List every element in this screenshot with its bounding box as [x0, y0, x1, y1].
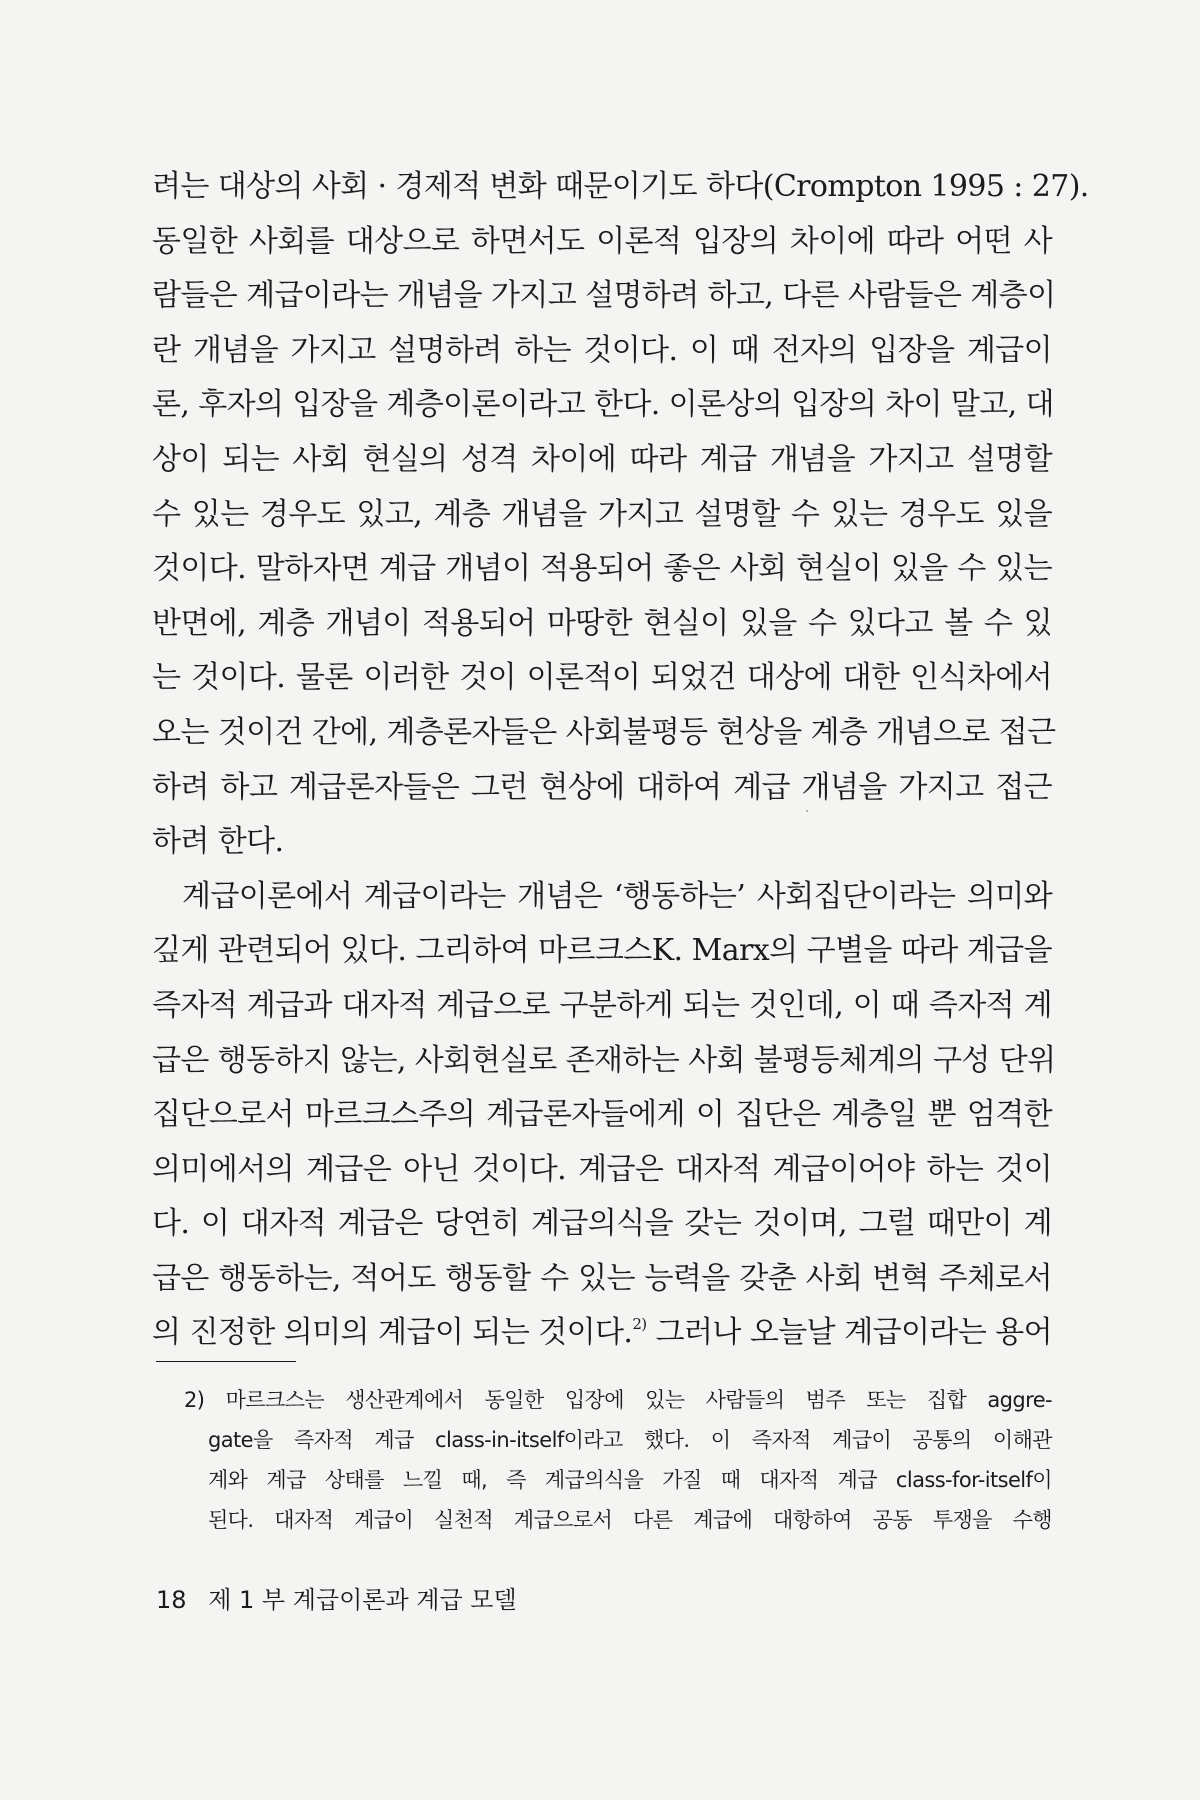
text-line: 는 것이다. 물론 이러한 것이 이론적이 되었건 대상에 대한 인식차에서 [152, 660, 1052, 696]
text-line: 하려 하고 계급론자들은 그런 현상에 대하여 계급 개념을 가지고 접근 [152, 769, 1052, 805]
footnote [184, 1380, 1052, 1540]
page-number: 18 [156, 1586, 187, 1614]
text-segment: 그러나 오늘날 계급이라는 용어 [646, 1315, 1052, 1351]
text-line: 려는 대상의 사회 · 경제적 변화 때문이기도 하다(Crompton 1995 : 27). [152, 169, 1089, 204]
paragraph-end-line: 하려 한다. [152, 824, 284, 860]
text-line: 수 있는 경우도 있고, 계층 개념을 가지고 설명할 수 있는 경우도 있을 [152, 496, 1052, 532]
text-line: 것이다. 말하자면 계급 개념이 적용되어 좋은 사회 현실이 있을 수 있는 [152, 551, 1052, 587]
footnote-line: 된다. 대자적 계급이 실천적 계급으로서 다른 계급에 대항하여 공동 투쟁을 수행 [208, 1508, 1052, 1532]
footnote-divider [156, 1361, 296, 1362]
body-text [152, 160, 1089, 1361]
footnote-reference: 2) [632, 1315, 647, 1334]
text-line: 의미에서의 계급은 아닌 것이다. 계급은 대자적 계급이어야 하는 것이 [152, 1151, 1052, 1187]
text-line: 오는 것이건 간에, 계층론자들은 사회불평등 현상을 계층 개념으로 접근 [152, 714, 1056, 750]
text-line: 란 개념을 가지고 설명하려 하는 것이다. 이 때 전자의 입장을 계급이 [152, 332, 1052, 368]
text-line: 깊게 관련되어 있다. 그리하여 마르크스K. Marx의 구별을 따라 계급을 [152, 933, 1052, 969]
text-line: 동일한 사회를 대상으로 하면서도 이론적 입장의 차이에 따라 어떤 사 [152, 223, 1052, 259]
text-line: 반면에, 계층 개념이 적용되어 마땅한 현실이 있을 수 있다고 볼 수 있 [152, 605, 1052, 641]
text-line: 급은 행동하는, 적어도 행동할 수 있는 능력을 갖춘 사회 변혁 주체로서 [152, 1260, 1052, 1296]
footnote-line: 계와 계급 상태를 느낄 때, 즉 계급의식을 가질 때 대자적 계급 class-for-itself이 [208, 1468, 1052, 1492]
text-line: 집단으로서 마르크스주의 계급론자들에게 이 집단은 계층일 뿐 엄격한 [152, 1097, 1052, 1133]
footnote-line: gate을 즉자적 계급 class-in-itself이라고 했다. 이 즉자적 계급이 공통의 이해관 [208, 1428, 1052, 1452]
footnote-line [184, 1380, 1052, 1420]
text-line: 즉자적 계급과 대자적 계급으로 구분하게 되는 것인데, 이 때 즉자적 계 [152, 987, 1052, 1023]
footnote-text: 마르크스는 생산관계에서 동일한 입장에 있는 사람들의 범주 또는 집합 aggre- [225, 1388, 1052, 1412]
text-line: 급은 행동하지 않는, 사회현실로 존재하는 사회 불평등체계의 구성 단위 [152, 1042, 1056, 1078]
scan-speck [806, 810, 808, 812]
paragraph-start-line: 계급이론에서 계급이라는 개념은 ‘행동하는’ 사회집단이라는 의미와 [182, 878, 1052, 914]
text-line-with-footnote [152, 1306, 1052, 1361]
footnote-number: 2) [184, 1388, 205, 1412]
page-footer [156, 1580, 517, 1615]
running-footer-title: 제 1 부 계급이론과 계급 모델 [208, 1586, 517, 1614]
text-segment: 의 진정한 의미의 계급이 되는 것이다. [152, 1315, 633, 1351]
text-line: 론, 후자의 입장을 계층이론이라고 한다. 이론상의 입장의 차이 말고, 대 [152, 387, 1054, 423]
text-line: 람들은 계급이라는 개념을 가지고 설명하려 하고, 다른 사람들은 계층이 [152, 278, 1056, 314]
text-line: 다. 이 대자적 계급은 당연히 계급의식을 갖는 것이며, 그럴 때만이 계 [152, 1206, 1052, 1242]
text-line: 상이 되는 사회 현실의 성격 차이에 따라 계급 개념을 가지고 설명할 [152, 441, 1052, 477]
